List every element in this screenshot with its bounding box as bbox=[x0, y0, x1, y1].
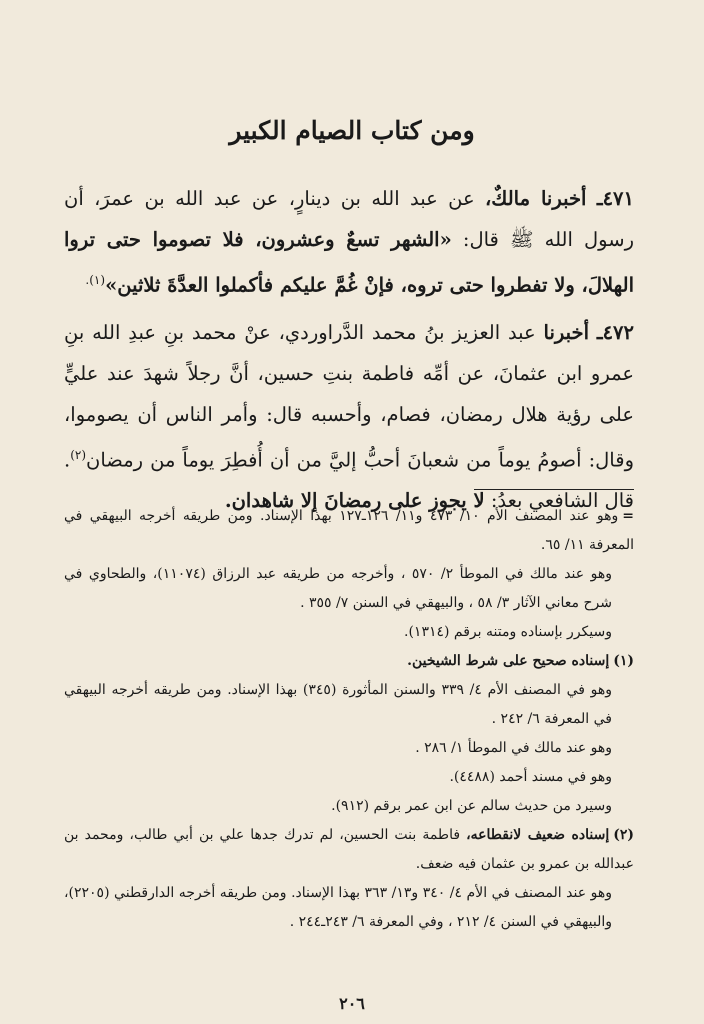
footnote-line bbox=[64, 647, 634, 676]
footnote-line bbox=[64, 792, 634, 821]
footnote-mark: (١) bbox=[613, 653, 634, 669]
footnote-text: وسيكرر بإسناده ومتنه برقم (١٣١٤). bbox=[404, 624, 612, 640]
chapter-title: ومن كتاب الصيام الكبير bbox=[229, 116, 475, 145]
hadith-text: عن عبد الله بن دينارٍ، عن عبد الله بن عمرَ، أن رسول الله ﷺ قال: bbox=[64, 187, 634, 251]
footnote-text: وهو عند مالك في الموطأ ٢/ ٥٧٠ ، وأخرجه من طريقه عبد الرزاق (١١٠٧٤)، والطحاوي في شرح معاني الآثار ٣/ ٥٨ ، والبيهقي في السنن ٧/ ٣٥٥ . bbox=[64, 566, 613, 611]
footnote-line bbox=[64, 821, 634, 879]
hadith-number: ٤٧٢ـ bbox=[596, 320, 634, 344]
footnote-line bbox=[64, 502, 634, 560]
hadith-lead: أخبرنا bbox=[543, 320, 590, 344]
footnotes bbox=[64, 502, 634, 937]
hadith-bold-end: لا يجوز على رمضانَ إلا شاهدان. bbox=[224, 489, 485, 512]
footnote-line bbox=[64, 763, 634, 792]
hadith-471 bbox=[64, 178, 634, 306]
footnote-text: وهو في المصنف الأم ٤/ ٣٣٩ والسنن المأثورة (٣٤٥) بهذا الإسناد. ومن طريقه أخرجه البيهقي في المعرفة ٦/ ٢٤٢ . bbox=[64, 682, 613, 727]
footnote-text: وهو عند المصنف الأم ١٠/ ٤٧٣ و١١/ ١٢٦ـ١٢٧ بهذا الإسناد. ومن طريقه أخرجه البيهقي في المعرفة ١١/ ٦٥. bbox=[64, 508, 634, 553]
hadith-number: ٤٧١ـ bbox=[596, 187, 634, 210]
footnote-mark: = bbox=[622, 508, 634, 524]
footnote-line bbox=[64, 560, 634, 618]
footnote-text: وهو عند المصنف في الأم ٤/ ٣٤٠ و١٣/ ٣٦٣ بهذا الإسناد. ومن طريقه أخرجه الدارقطني (٢٢٠٥)، والبيهقي في السنن ٤/ ٢١٢ ، وفي المعرفة ٦/ ٢٤٣ـ٢٤٤ . bbox=[64, 885, 612, 930]
footnote-text: إسناده ضعيف لانقطاعه، فاطمة بنت الحسين، لم تدرك جدها علي بن أبي طالب، ومحمد بن عبدالله بن عمرو بن عثمان فيه ضعف. bbox=[64, 827, 634, 872]
footnote-line bbox=[64, 879, 634, 937]
footnote-divider bbox=[474, 489, 634, 490]
main-text bbox=[64, 178, 634, 527]
hadith-text-cont: . قال الشافعي بعدُ: bbox=[64, 448, 634, 512]
footnote-text: وسيرد من حديث سالم عن ابن عمر برقم (٩١٢). bbox=[331, 798, 612, 814]
footnote-ref: (١). bbox=[85, 273, 106, 287]
footnote-line bbox=[64, 618, 634, 647]
hadith-text: عبد العزيز بنُ محمد الدَّراوردي، عنْ محمد بنِ عبدِ الله بنِ عمرو ابن عثمانَ، عن أمِّه فاطمة بنتِ حسين، أنَّ رجلاً شهدَ عند عليٍّ على رؤية هلال رمضان، فصام، وأحسبه قال: وأمر الناس أن يصوموا، وقال: أصومُ يوماً من شعبانَ أحبُّ إليَّ من أن أُفطِرَ يوماً من رمضان bbox=[64, 320, 634, 471]
page-number: ٢٠٦ bbox=[339, 994, 365, 1013]
footnote-ref: (٢) bbox=[70, 447, 87, 462]
footnote-text: وهو في مسند أحمد (٤٤٨٨). bbox=[449, 769, 612, 785]
footnote-line bbox=[64, 676, 634, 734]
footnote-line bbox=[64, 734, 634, 763]
hadith-lead: أخبرنا مالكٌ، bbox=[484, 187, 587, 210]
footnote-text: إسناده صحيح على شرط الشيخين. bbox=[407, 653, 610, 669]
footnote-mark: (٢) bbox=[613, 827, 634, 843]
hadith-quote: «الشهر تسعٌ وعشرون، فلا تصوموا حتى تروا الهلالَ، ولا تفطروا حتى تروه، فإنْ غُمَّ عليكم فأكملوا العدَّةَ ثلاثين» bbox=[64, 228, 634, 297]
footnote-text: وهو عند مالك في الموطأ ١/ ٢٨٦ . bbox=[415, 740, 612, 756]
